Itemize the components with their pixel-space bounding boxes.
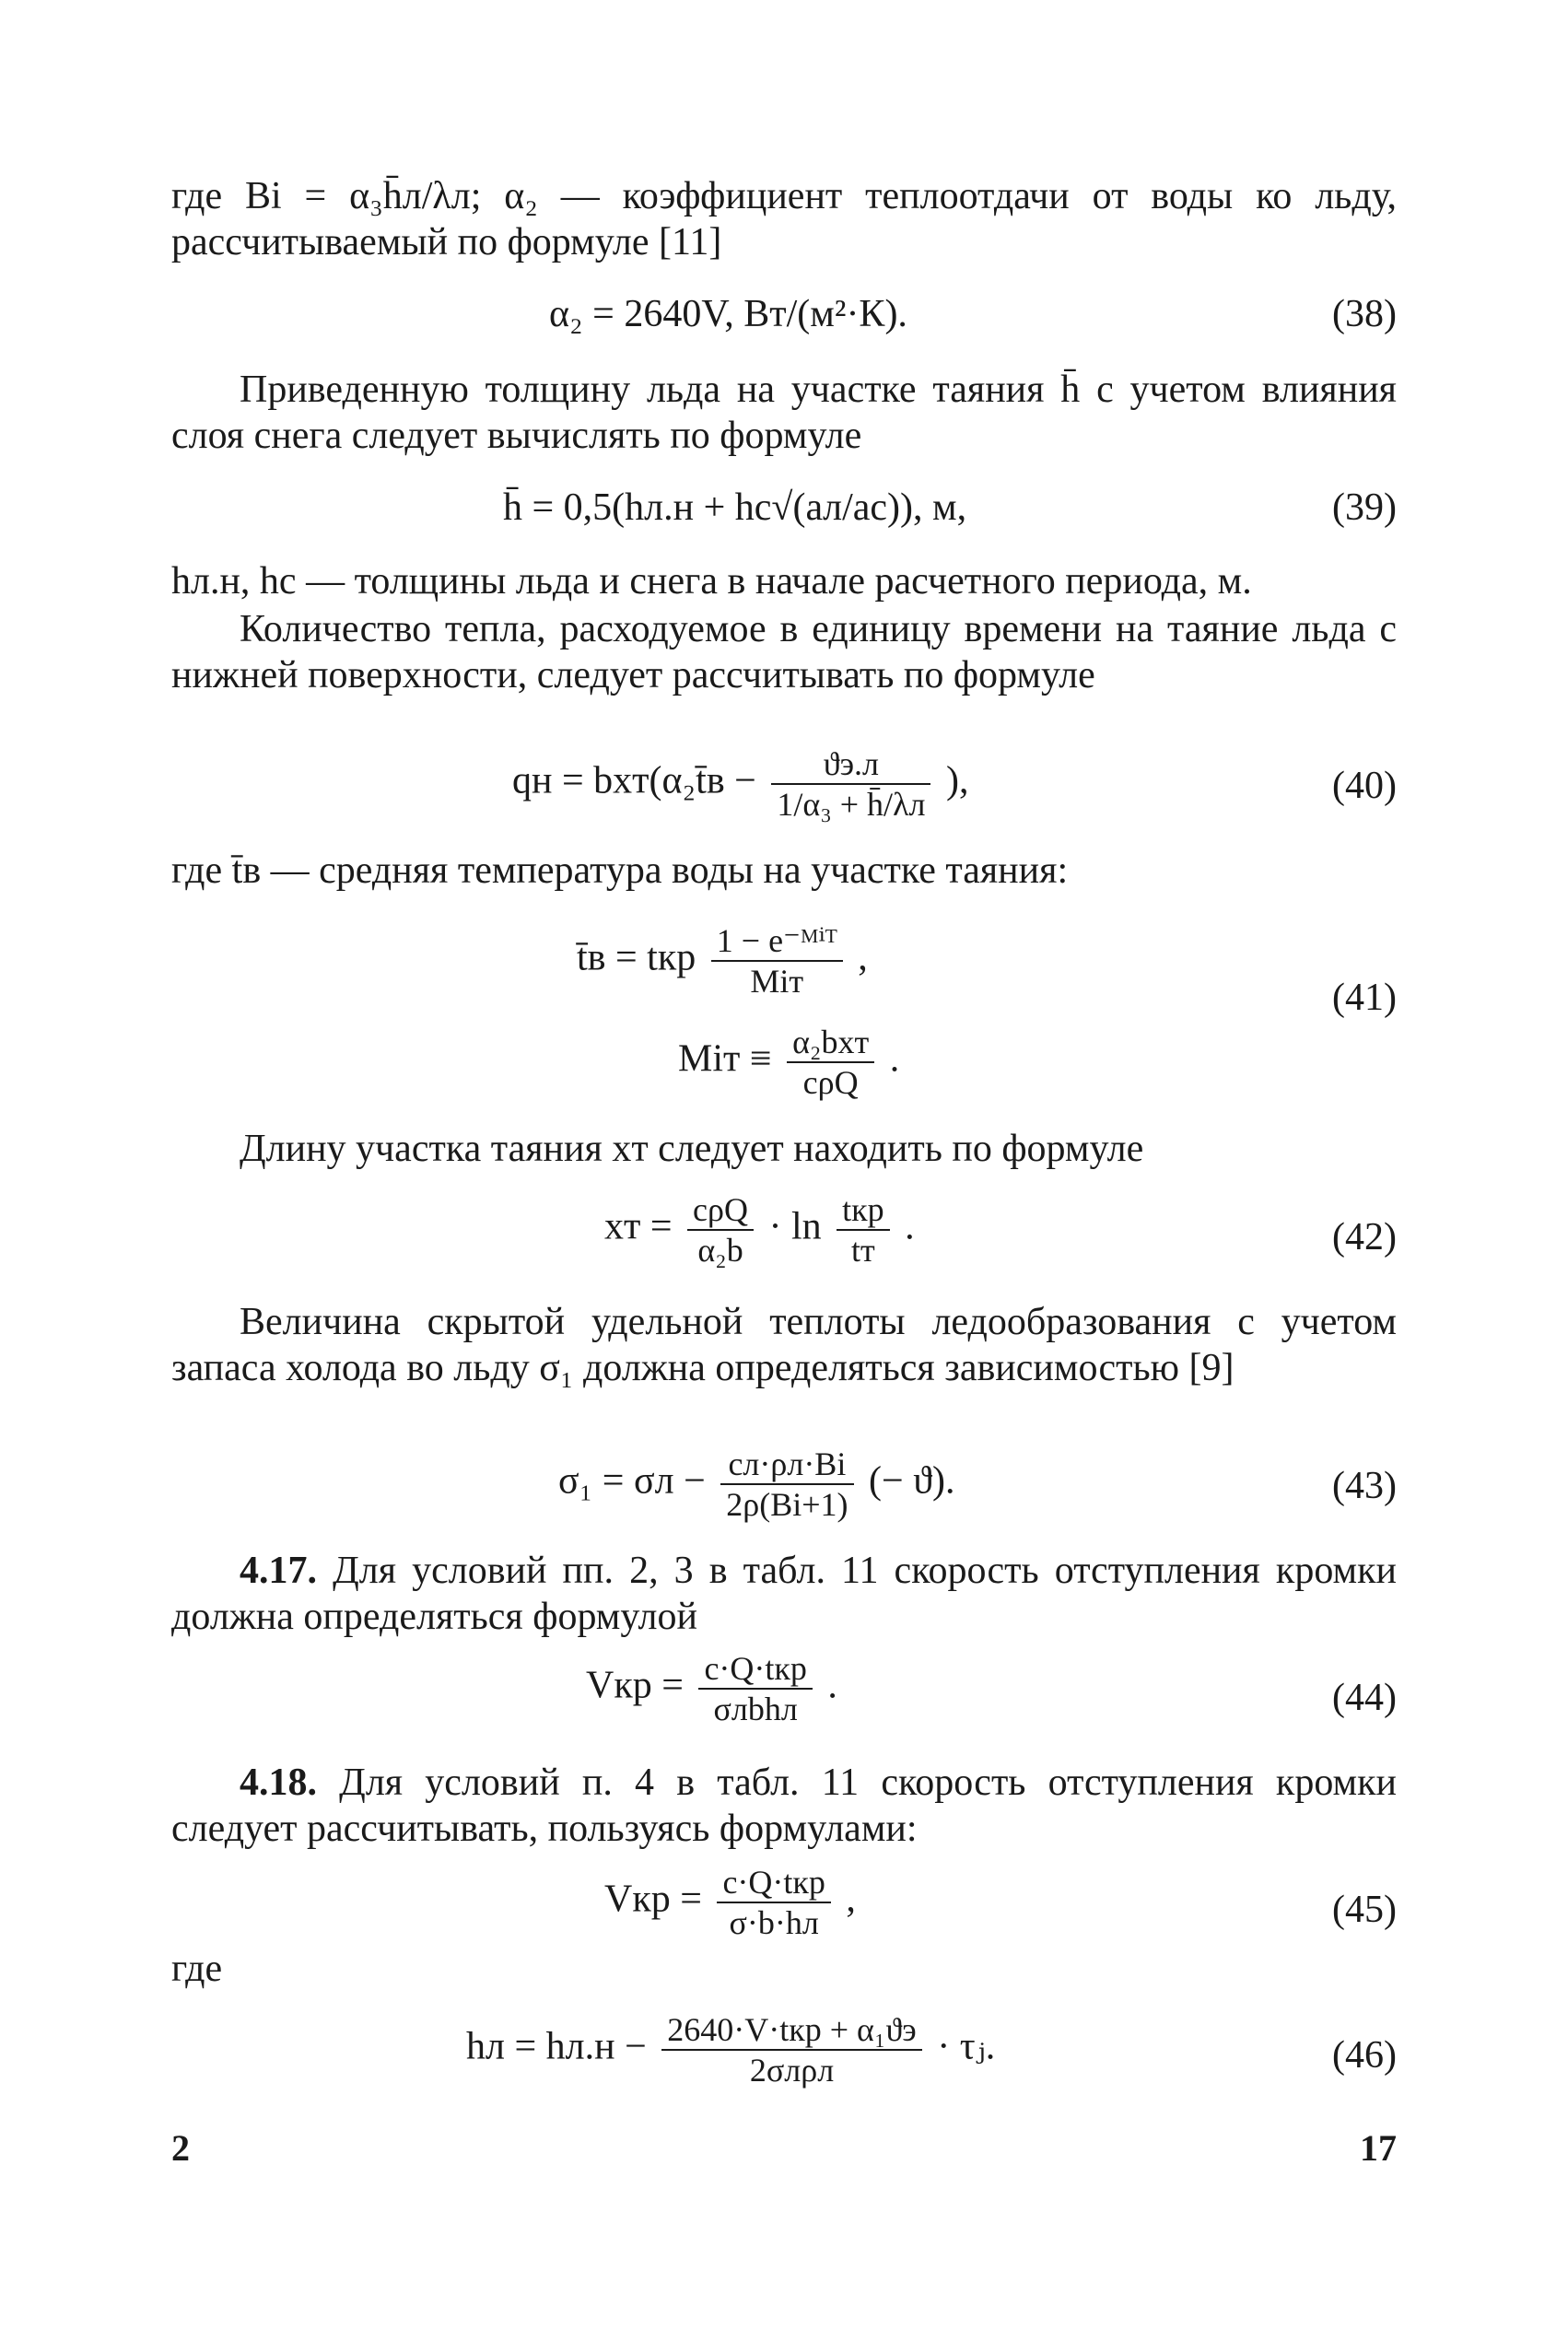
formula-44-fraction bbox=[698, 1649, 812, 1728]
formula-44 bbox=[586, 1649, 837, 1728]
formula-46-fraction bbox=[661, 2010, 921, 2089]
formula-41a-lhs: t̄в = tкр bbox=[577, 936, 696, 979]
paragraph-latent-heat: Величина скрытой удельной теплоты ледообразования с учетом запаса холода во льду σ₁ должна определяться зависимостью [9] bbox=[171, 1301, 1397, 1389]
formula-42-lhs: xт = bbox=[604, 1205, 673, 1248]
formula-42-numerator-1: cρQ bbox=[693, 1191, 748, 1228]
formula-45-fraction bbox=[717, 1863, 830, 1942]
paragraph-heat-quantity: Количество тепла, расходуемое в единицу времени на таяние льда с нижней поверхности, следует рассчитывать по формуле bbox=[171, 608, 1397, 696]
formula-40-fraction bbox=[771, 744, 930, 824]
formula-41b-rhs: . bbox=[889, 1037, 900, 1081]
formula-41b-numerator: α₂bxт bbox=[792, 1024, 870, 1060]
paragraph-bi-definition: где Bi = α₃h̄л/λл; α₂ — коэффициент теплоотдачи от воды ко льду, рассчитываемый по формуле [11] bbox=[171, 175, 1397, 263]
formula-42-denominator-1: α₂b bbox=[687, 1229, 754, 1270]
equation-number-45: (45) bbox=[1332, 1889, 1397, 1931]
formula-41a-rhs: , bbox=[858, 936, 868, 979]
formula-38: α₂ = 2640V, Вт/(м²·К). bbox=[549, 293, 907, 335]
formula-42-fraction-2 bbox=[837, 1190, 890, 1270]
formula-41b-lhs: Miт ≡ bbox=[678, 1037, 772, 1081]
formula-45-rhs: , bbox=[846, 1878, 856, 1921]
formula-42-denominator-2: tт bbox=[837, 1229, 890, 1270]
formula-42-rhs: . bbox=[905, 1205, 915, 1248]
formula-46 bbox=[466, 2010, 995, 2089]
paragraph-4-18 bbox=[171, 1760, 1397, 1852]
formula-43-denominator: 2ρ(Bi+1) bbox=[720, 1483, 853, 1524]
formula-46-rhs: · τⱼ. bbox=[937, 2025, 996, 2068]
equation-number-38: (38) bbox=[1332, 293, 1397, 335]
section-number-4-18: 4.18. bbox=[240, 1761, 317, 1804]
formula-45 bbox=[604, 1863, 856, 1942]
equation-number-46: (46) bbox=[1332, 2034, 1397, 2077]
paragraph-thickness-definition: hл.н, hс — толщины льда и снега в начале расчетного периода, м. bbox=[171, 560, 1252, 603]
formula-40-rhs: ), bbox=[945, 759, 969, 802]
formula-43-lhs: σ₁ = σл − bbox=[558, 1459, 706, 1503]
equation-number-41: (41) bbox=[1332, 977, 1397, 1019]
formula-43 bbox=[558, 1445, 955, 1524]
formula-44-numerator: c·Q·tкр bbox=[704, 1650, 807, 1687]
equation-number-42: (42) bbox=[1332, 1216, 1397, 1258]
equation-number-39: (39) bbox=[1332, 486, 1397, 529]
formula-41b bbox=[678, 1023, 899, 1102]
formula-42-numerator-2: tкр bbox=[842, 1191, 884, 1228]
formula-40-denominator: 1/α₃ + h̄/λл bbox=[771, 783, 930, 824]
formula-42 bbox=[604, 1190, 915, 1270]
formula-39: h̄ = 0,5(hл.н + hс√(aл/aс)), м, bbox=[503, 486, 967, 529]
formula-46-denominator: 2σлρл bbox=[661, 2049, 921, 2089]
formula-44-rhs: . bbox=[827, 1664, 837, 1707]
formula-46-numerator: 2640·V·tкр + α₁ϑэ bbox=[667, 2011, 917, 2048]
footer-signature-mark: 2 bbox=[171, 2127, 190, 2169]
formula-46-lhs: hл = hл.н − bbox=[466, 2025, 647, 2068]
formula-41a-denominator: Miт bbox=[711, 960, 843, 1001]
paragraph-4-17 bbox=[171, 1548, 1397, 1640]
formula-40-lhs: qн = bxт(α₂t̄в − bbox=[512, 759, 756, 802]
formula-40-numerator: ϑэ.л bbox=[823, 745, 880, 782]
formula-40 bbox=[512, 744, 968, 824]
section-number-4-17: 4.17. bbox=[240, 1550, 317, 1592]
formula-44-lhs: Vкр = bbox=[586, 1664, 684, 1707]
formula-43-numerator: cл·ρл·Bi bbox=[728, 1445, 847, 1482]
page-number: 17 bbox=[1360, 2127, 1397, 2169]
paragraph-4-17-text: Для условий пп. 2, 3 в табл. 11 скорость отступления кромки должна определяться формулой bbox=[171, 1550, 1397, 1638]
formula-45-lhs: Vкр = bbox=[604, 1878, 702, 1921]
formula-43-fraction bbox=[720, 1445, 853, 1524]
equation-number-43: (43) bbox=[1332, 1465, 1397, 1507]
equation-number-40: (40) bbox=[1332, 765, 1397, 807]
equation-number-44: (44) bbox=[1332, 1677, 1397, 1719]
formula-45-numerator: c·Q·tкр bbox=[722, 1864, 825, 1901]
paragraph-4-18-text: Для условий п. 4 в табл. 11 скорость отступления кромки следует рассчитывать, пользуясь формулами: bbox=[171, 1761, 1397, 1850]
paragraph-melting-length: Длину участка таяния xт следует находить по формуле bbox=[240, 1128, 1144, 1170]
paragraph-where: где bbox=[171, 1948, 223, 1990]
formula-41a-fraction bbox=[711, 921, 843, 1001]
paragraph-reduced-thickness: Приведенную толщину льда на участке таяния h̄ с учетом влияния слоя снега следует вычислять по формуле bbox=[171, 369, 1397, 457]
paragraph-mean-temperature: где t̄в — средняя температура воды на участке таяния: bbox=[171, 849, 1069, 892]
formula-41b-denominator: cρQ bbox=[787, 1061, 874, 1102]
formula-42-fraction-1 bbox=[687, 1190, 754, 1270]
formula-41a bbox=[577, 921, 868, 1001]
formula-41a-numerator: 1 − e⁻ᴹⁱᵀ bbox=[716, 922, 837, 959]
formula-41b-fraction bbox=[787, 1023, 874, 1102]
formula-42-ln: · ln bbox=[768, 1205, 822, 1248]
formula-45-denominator: σ·b·hл bbox=[717, 1902, 830, 1942]
formula-43-rhs: (− ϑ). bbox=[869, 1459, 955, 1503]
formula-44-denominator: σлbhл bbox=[698, 1688, 812, 1728]
